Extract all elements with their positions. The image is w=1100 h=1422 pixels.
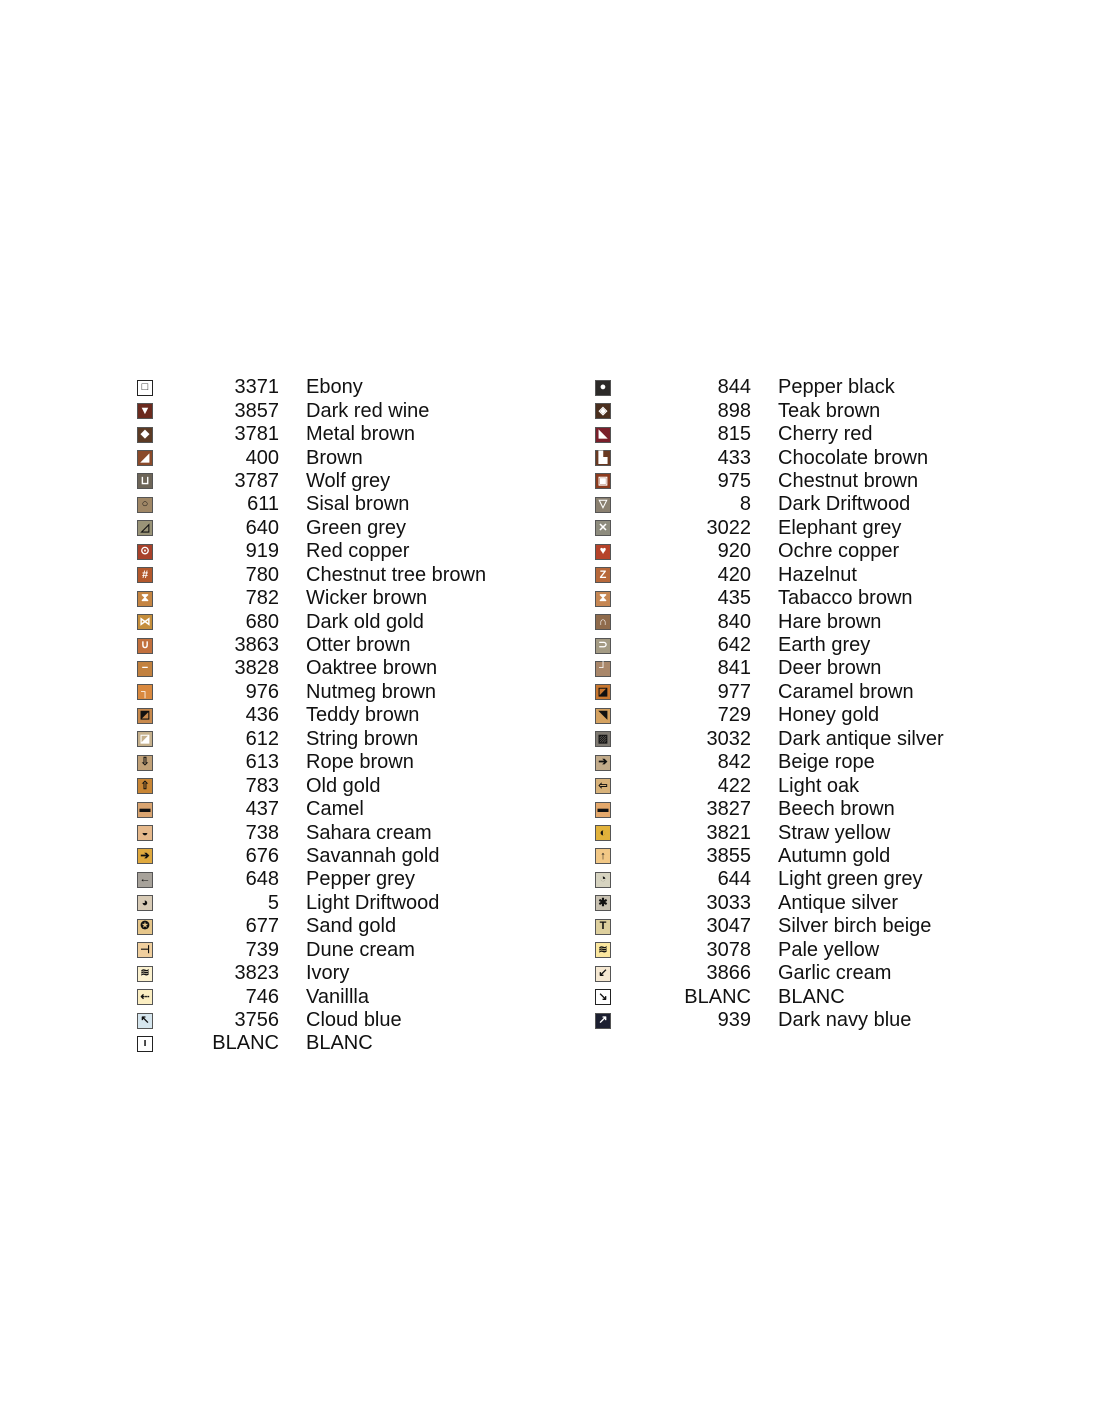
thread-number: 3756	[234, 1009, 279, 1032]
thread-number: BLANC	[212, 1032, 279, 1055]
color-swatch-icon: −	[137, 661, 153, 677]
color-name: Ivory	[306, 962, 350, 985]
legend-row	[137, 587, 486, 610]
legend-row	[137, 985, 486, 1008]
thread-number: 3866	[706, 962, 751, 985]
thread-number: 780	[245, 563, 279, 586]
color-swatch-icon: ⇠	[137, 989, 153, 1005]
thread-number: 844	[717, 376, 751, 399]
color-swatch-icon: ∩	[595, 614, 611, 630]
legend-row	[595, 821, 944, 844]
legend-row	[595, 399, 944, 422]
legend-row	[137, 939, 486, 962]
thread-number: 3022	[706, 516, 751, 539]
legend-row	[595, 540, 944, 563]
color-name: Savannah gold	[306, 844, 440, 867]
legend-row	[137, 845, 486, 868]
legend-row	[137, 892, 486, 915]
color-swatch-icon: ⧗	[137, 591, 153, 607]
thread-number: 729	[717, 704, 751, 727]
legend-row	[595, 446, 944, 469]
legend-row	[595, 657, 944, 680]
color-name: Nutmeg brown	[306, 680, 437, 703]
thread-number: 433	[717, 446, 751, 469]
color-name: Wolf grey	[306, 469, 391, 492]
color-swatch-icon: ✱	[595, 895, 611, 911]
thread-number: 3827	[706, 798, 751, 821]
color-name: String brown	[306, 727, 419, 750]
thread-number: 5	[267, 891, 279, 914]
legend-row	[595, 751, 944, 774]
legend-row	[137, 1009, 486, 1032]
legend-row	[137, 1032, 486, 1055]
color-name: Straw yellow	[778, 821, 891, 844]
thread-number: 648	[245, 868, 279, 891]
color-name: Autumn gold	[778, 844, 891, 867]
color-swatch-icon: ●	[595, 380, 611, 396]
thread-number: 420	[717, 563, 751, 586]
legend-row	[137, 517, 486, 540]
color-name: Pale yellow	[778, 938, 880, 961]
legend-row	[595, 915, 944, 938]
thread-number: 613	[245, 751, 279, 774]
thread-number: 783	[245, 774, 279, 797]
color-name: Elephant grey	[778, 516, 902, 539]
color-name: Tabacco brown	[778, 587, 913, 610]
color-name: Old gold	[306, 774, 381, 797]
thread-number: 920	[717, 540, 751, 563]
color-swatch-icon: □	[137, 380, 153, 396]
color-name: Cherry red	[778, 423, 873, 446]
legend-row	[595, 470, 944, 493]
color-swatch-icon: Z	[595, 567, 611, 583]
thread-number: 436	[245, 704, 279, 727]
legend-row	[595, 892, 944, 915]
color-swatch-icon: ┘	[595, 661, 611, 677]
color-swatch-icon: ↘	[595, 989, 611, 1005]
legend-row	[137, 962, 486, 985]
color-name: Ebony	[306, 376, 363, 399]
color-name: Teddy brown	[306, 704, 420, 727]
legend-column-right	[595, 376, 944, 1032]
color-name: Oaktree brown	[306, 657, 438, 680]
color-swatch-icon: ◐	[595, 825, 611, 841]
legend-row	[595, 962, 944, 985]
color-name: Dark navy blue	[778, 1009, 912, 1032]
legend-row	[137, 399, 486, 422]
legend-row	[137, 751, 486, 774]
thread-number: 8	[739, 493, 751, 516]
color-name: Cloud blue	[306, 1009, 402, 1032]
thread-number: 3371	[234, 376, 279, 399]
color-name: Silver birch beige	[778, 915, 932, 938]
legend-row	[137, 657, 486, 680]
thread-number: 898	[717, 399, 751, 422]
thread-number: 975	[717, 469, 751, 492]
color-swatch-icon: ◈	[595, 403, 611, 419]
color-swatch-icon: ◒	[137, 825, 153, 841]
color-swatch-icon: ⊙	[137, 544, 153, 560]
color-name: Caramel brown	[778, 680, 914, 703]
color-name: Dune cream	[306, 938, 415, 961]
thread-number: 746	[245, 985, 279, 1008]
color-name: Earth grey	[778, 634, 871, 657]
thread-number: 677	[245, 915, 279, 938]
thread-number: 738	[245, 821, 279, 844]
color-name: Pepper grey	[306, 868, 415, 891]
color-swatch-icon: ▼	[137, 403, 153, 419]
thread-number: 3857	[234, 399, 279, 422]
thread-number: 437	[245, 798, 279, 821]
thread-number: 3047	[706, 915, 751, 938]
color-swatch-icon: ▽	[595, 497, 611, 513]
color-name: Light oak	[778, 774, 860, 797]
color-name: Green grey	[306, 516, 407, 539]
thread-number: 680	[245, 610, 279, 633]
color-swatch-icon: ⇧	[137, 778, 153, 794]
color-name: Hazelnut	[778, 563, 857, 586]
thread-number: 676	[245, 844, 279, 867]
thread-number: 3032	[706, 727, 751, 750]
color-name: Red copper	[306, 540, 410, 563]
legend-row	[137, 681, 486, 704]
color-name: Light green grey	[778, 868, 923, 891]
legend-row	[595, 634, 944, 657]
thread-number: 3078	[706, 938, 751, 961]
thread-number: 612	[245, 727, 279, 750]
legend-row	[595, 517, 944, 540]
legend-row	[595, 423, 944, 446]
thread-number: 640	[245, 516, 279, 539]
color-name: Chestnut brown	[778, 469, 919, 492]
legend-column-left	[137, 376, 486, 1056]
color-swatch-icon: ✪	[137, 919, 153, 935]
color-name: Ochre copper	[778, 540, 900, 563]
color-swatch-icon: ◪	[137, 731, 153, 747]
thread-number: 840	[717, 610, 751, 633]
thread-number: 842	[717, 751, 751, 774]
color-name: Pepper black	[778, 376, 895, 399]
thread-number: 939	[717, 1009, 751, 1032]
thread-number: 642	[717, 634, 751, 657]
legend-row	[595, 587, 944, 610]
legend-row	[137, 728, 486, 751]
legend-row	[137, 610, 486, 633]
color-name: Dark antique silver	[778, 727, 944, 750]
color-name: Beech brown	[778, 798, 895, 821]
legend-row	[137, 704, 486, 727]
color-swatch-icon: ◥	[595, 708, 611, 724]
color-swatch-icon: ⊔	[137, 473, 153, 489]
color-swatch-icon: ⋈	[137, 614, 153, 630]
legend-row	[137, 868, 486, 891]
thread-number: 976	[245, 680, 279, 703]
color-name: Beige rope	[778, 751, 875, 774]
color-name: Dark Driftwood	[778, 493, 911, 516]
thread-number: 3821	[706, 821, 751, 844]
color-swatch-icon: ◔	[595, 872, 611, 888]
color-swatch-icon: ▬	[137, 802, 153, 818]
thread-number: 3781	[234, 423, 279, 446]
legend-row	[137, 540, 486, 563]
legend-row	[595, 564, 944, 587]
color-swatch-icon: ⊃	[595, 638, 611, 654]
thread-number: 815	[717, 423, 751, 446]
legend-row	[137, 798, 486, 821]
color-swatch-icon: ▨	[595, 731, 611, 747]
thread-number: 3828	[234, 657, 279, 680]
color-name: Honey gold	[778, 704, 880, 727]
color-name: Sisal brown	[306, 493, 410, 516]
color-swatch-icon: ⇩	[137, 755, 153, 771]
legend-row	[137, 423, 486, 446]
color-swatch-icon: ➔	[137, 848, 153, 864]
legend-row	[137, 774, 486, 797]
color-name: Dark red wine	[306, 399, 430, 422]
legend-row	[595, 681, 944, 704]
thread-number: 422	[717, 774, 751, 797]
color-swatch-icon: ♥	[595, 544, 611, 560]
color-swatch-icon: ◿	[137, 520, 153, 536]
color-name: Dark old gold	[306, 610, 424, 633]
color-swatch-icon: ↖	[137, 1013, 153, 1029]
legend-row	[137, 376, 486, 399]
color-name: Deer brown	[778, 657, 882, 680]
color-name: Light Driftwood	[306, 891, 440, 914]
thread-number: 3787	[234, 469, 279, 492]
thread-number: 3823	[234, 962, 279, 985]
color-swatch-icon: ⇦	[595, 778, 611, 794]
thread-number: 3033	[706, 891, 751, 914]
color-name: Metal brown	[306, 423, 415, 446]
thread-number: 435	[717, 587, 751, 610]
color-swatch-icon: ▙	[595, 450, 611, 466]
legend-row	[137, 634, 486, 657]
color-name: Camel	[306, 798, 364, 821]
color-swatch-icon: ↑	[595, 848, 611, 864]
color-swatch-icon: ↗	[595, 1013, 611, 1029]
color-name: Brown	[306, 446, 363, 469]
color-name: Chestnut tree brown	[306, 563, 487, 586]
color-name: Garlic cream	[778, 962, 892, 985]
color-swatch-icon: ▬	[595, 802, 611, 818]
color-name: Otter brown	[306, 634, 411, 657]
legend-row	[595, 774, 944, 797]
legend-row	[595, 939, 944, 962]
thread-number: 919	[245, 540, 279, 563]
legend-row	[137, 915, 486, 938]
color-name: Hare brown	[778, 610, 882, 633]
color-swatch-icon: ı	[137, 1036, 153, 1052]
legend-row	[137, 564, 486, 587]
color-swatch-icon: ◆	[137, 427, 153, 443]
legend-row	[137, 821, 486, 844]
color-name: Wicker brown	[306, 587, 428, 610]
color-swatch-icon: ◩	[137, 708, 153, 724]
color-swatch-icon: ∪	[137, 638, 153, 654]
color-name: Sahara cream	[306, 821, 432, 844]
legend-row	[595, 845, 944, 868]
thread-number: BLANC	[684, 985, 751, 1008]
color-swatch-icon: ≋	[137, 966, 153, 982]
legend-row	[595, 376, 944, 399]
color-swatch-icon: T	[595, 919, 611, 935]
thread-number: 400	[245, 446, 279, 469]
legend-row	[595, 985, 944, 1008]
legend-row	[595, 728, 944, 751]
thread-number: 739	[245, 938, 279, 961]
color-name: Sand gold	[306, 915, 397, 938]
color-name: BLANC	[306, 1032, 373, 1055]
color-name: Rope brown	[306, 751, 414, 774]
color-swatch-icon: ◪	[595, 684, 611, 700]
thread-number: 611	[247, 493, 279, 516]
color-swatch-icon: ➔	[595, 755, 611, 771]
legend-row	[595, 493, 944, 516]
color-swatch-icon: ←	[137, 872, 153, 888]
thread-number: 977	[717, 680, 751, 703]
color-swatch-icon: ○	[137, 497, 153, 513]
color-swatch-icon: ⊣	[137, 942, 153, 958]
color-swatch-icon: ✕	[595, 520, 611, 536]
color-swatch-icon: ◕	[137, 895, 153, 911]
thread-number: 644	[717, 868, 751, 891]
color-swatch-icon: ↙	[595, 966, 611, 982]
color-swatch-icon: ┐	[137, 684, 153, 700]
color-name: Vanillla	[306, 985, 369, 1008]
thread-number: 3855	[706, 844, 751, 867]
thread-number: 782	[245, 587, 279, 610]
color-swatch-icon: ▣	[595, 473, 611, 489]
legend-row	[137, 493, 486, 516]
color-swatch-icon: #	[137, 567, 153, 583]
legend-row	[137, 470, 486, 493]
legend-row	[595, 798, 944, 821]
legend-row	[595, 704, 944, 727]
color-name: Chocolate brown	[778, 446, 929, 469]
legend-row	[595, 610, 944, 633]
color-swatch-icon: ◣	[595, 427, 611, 443]
color-swatch-icon: ◢	[137, 450, 153, 466]
color-name: Teak brown	[778, 399, 881, 422]
legend-row	[595, 868, 944, 891]
legend-row	[137, 446, 486, 469]
color-swatch-icon: ≋	[595, 942, 611, 958]
color-swatch-icon: ⧗	[595, 591, 611, 607]
color-name: Antique silver	[778, 891, 899, 914]
color-name: BLANC	[778, 985, 845, 1008]
thread-number: 3863	[234, 634, 279, 657]
thread-number: 841	[717, 657, 751, 680]
legend-row	[595, 1009, 944, 1032]
